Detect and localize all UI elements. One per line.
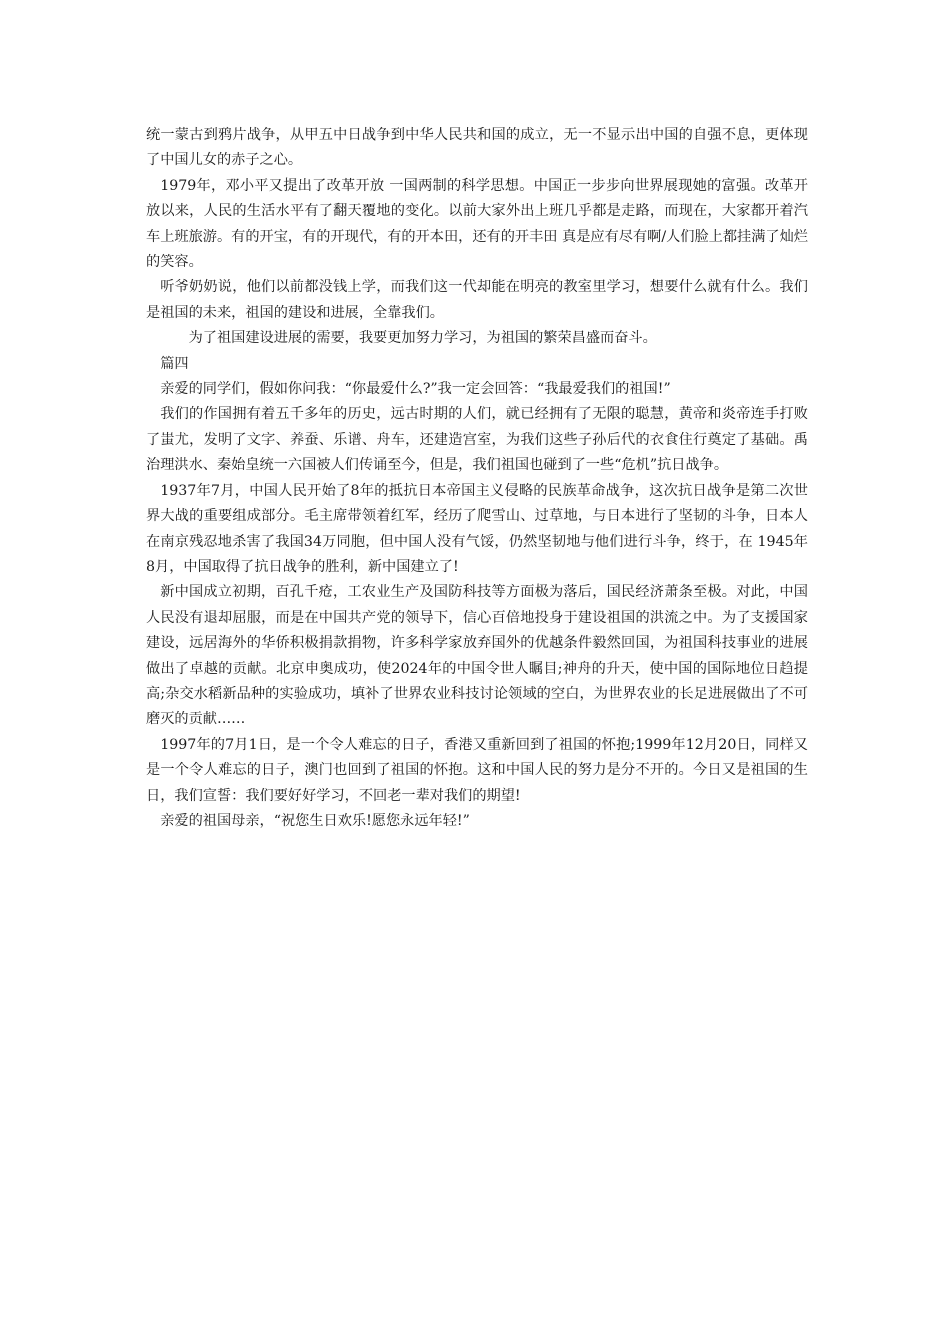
- document-body: [146, 123, 808, 834]
- paragraph-3: 听爷奶奶说，他们以前都没钱上学，而我们这一代却能在明亮的教室里学习，想要什么就有什么。我们是祖国的未来，祖国的建设和进展，全靠我们。: [146, 279, 808, 321]
- paragraph-10: 亲爱的祖国母亲，“祝您生日欢乐!愿您永远年轻!”: [160, 812, 470, 829]
- paragraph-9: 1997年的7月1日，是一个令人难忘的日子，香港又重新回到了祖国的怀抱;1999年12月20日，同样又是一个令人难忘的日子，澳门也回到了祖国的怀抱。这和中国人民的努力是分不开的。今日又是祖国的生日，我们宣誓：我们要好好学习，不回老一辈对我们的期望!: [146, 736, 808, 804]
- paragraph-5: 亲爱的同学们，假如你问我：“你最爱什么?”我一定会回答：“我最爱我们的祖国!”: [160, 381, 671, 398]
- paragraph-8: 新中国成立初期，百孔千疮，工农业生产及国防科技等方面极为落后，国民经济萧条至极。对此，中国人民没有退却屈服，而是在中国共产党的领导下，信心百倍地投身于建设祖国的洪流之中。为了支援国家建设，远居海外的华侨积极捐款捐物，许多科学家放弃国外的优越条件毅然回国，为祖国科技事业的进展做出了卓越的贡献。北京申奥成功，使2024年的中国令世人瞩目;神舟的升天，使中国的国际地位日趋提高;杂交水稻新品种的实验成功，填补了世界农业科技讨论领域的空白，为世界农业的长足进展做出了不可磨灭的贡献……: [146, 584, 808, 728]
- paragraph-1: 统一蒙古到鸦片战争，从甲五中日战争到中华人民共和国的成立，无一不显示出中国的自强不息，更体现了中国儿女的赤子之心。: [146, 127, 808, 169]
- paragraph-4: 为了祖国建设进展的需要，我要更加努力学习，为祖国的繁荣昌盛而奋斗。: [188, 330, 657, 347]
- section-heading: 篇四: [160, 355, 189, 372]
- paragraph-2: 1979年，邓小平又提出了改革开放 一国两制的科学思想。中国正一步步向世界展现她的富强。改革开放以来，人民的生活水平有了翻天覆地的变化。以前大家外出上班几乎都是走路，而现在，大家都开着汽车上班旅游。有的开宝，有的开现代，有的开本田，还有的开丰田 真是应有尽有啊/人们脸上都挂满了灿烂的笑容。: [146, 177, 808, 271]
- paragraph-7: 1937年7月，中国人民开始了8年的抵抗日本帝国主义侵略的民族革命战争，这次抗日战争是第二次世界大战的重要组成部分。毛主席带领着红军，经历了爬雪山、过草地，与日本进行了坚韧的斗争，日本人在南京残忍地杀害了我国34万同胞，但中国人没有气馁，仍然坚韧地与他们进行斗争，终于，在 1945年8月，中国取得了抗日战争的胜利，新中国建立了!: [146, 482, 808, 575]
- paragraph-6: 我们的作国拥有着五千多年的历史，远古时期的人们，就已经拥有了无限的聪慧，黄帝和炎帝连手打败了蚩尤，发明了文字、养蚕、乐谱、舟车，还建造宫室，为我们这些子孙后代的衣食住行奠定了基础。禹治理洪水、秦始皇统一六国被人们传诵至今，但是，我们祖国也碰到了一些“危机”抗日战争。: [146, 406, 808, 474]
